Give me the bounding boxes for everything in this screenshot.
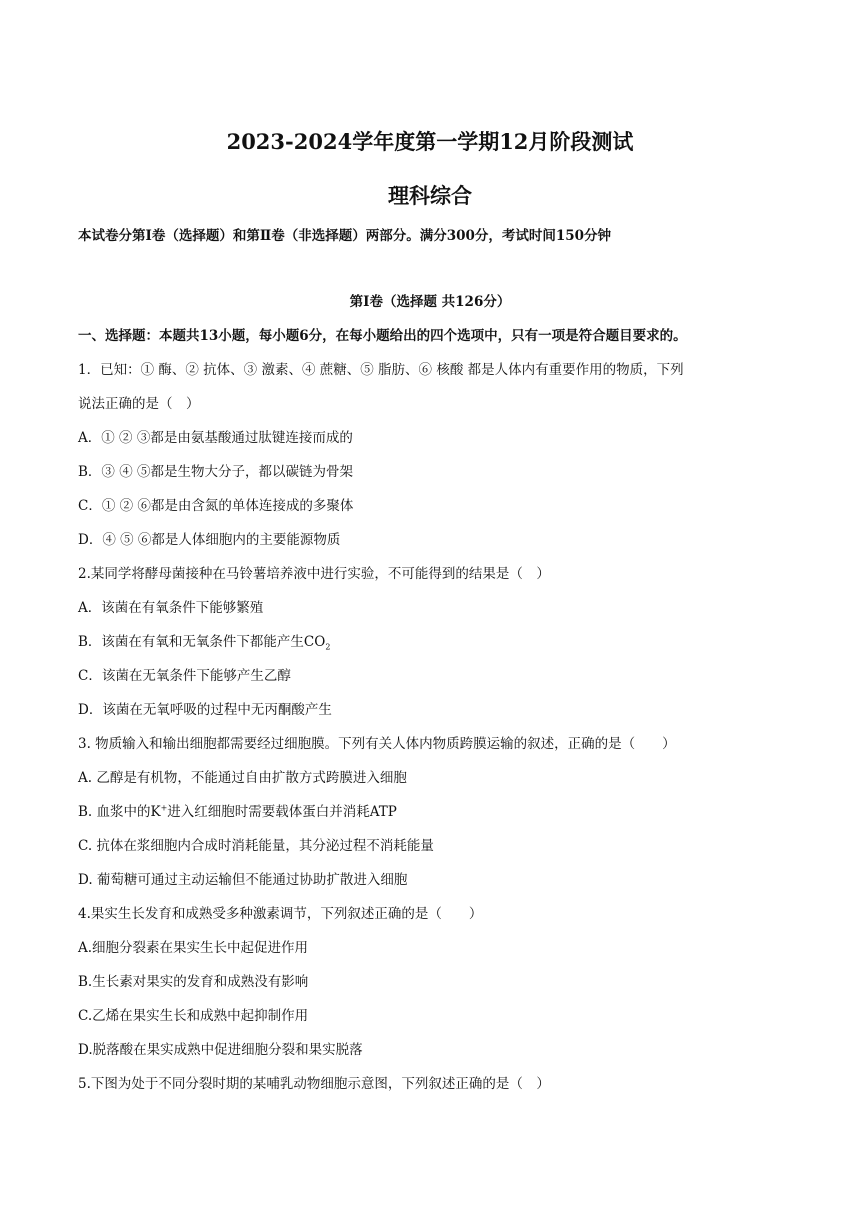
q1-option-a: A．① ② ③都是由氨基酸通过肽键连接而成的 bbox=[78, 430, 353, 446]
q2-option-c: C．该菌在无氧条件下能够产生乙醇 bbox=[78, 668, 291, 684]
q3-option-b-superscript: + bbox=[160, 803, 168, 813]
q3-option-c: C. 抗体在浆细胞内合成时消耗能量，其分泌过程不消耗能量 bbox=[78, 838, 434, 854]
exam-subtitle: 理科综合 bbox=[388, 183, 472, 208]
q2-option-b bbox=[78, 630, 330, 652]
q2-stem: 2.某同学将酵母菌接种在马铃薯培养液中进行实验，不可能得到的结果是（ ） bbox=[78, 566, 550, 582]
exam-instructions: 本试卷分第Ⅰ卷（选择题）和第Ⅱ卷（非选择题）两部分。满分300分，考试时间150分钟 bbox=[78, 228, 612, 244]
section-heading: 第Ⅰ卷（选择题 共126分） bbox=[349, 294, 511, 310]
q1-stem-line1: 1．已知：① 酶、② 抗体、③ 激素、④ 蔗糖、⑤ 脂肪、⑥ 核酸 都是人体内有重要作用的物质，下列 bbox=[78, 362, 684, 378]
q4-option-a: A.细胞分裂素在果实生长中起促进作用 bbox=[78, 940, 309, 956]
q1-option-d: D．④ ⑤ ⑥都是人体细胞内的主要能源物质 bbox=[78, 532, 341, 548]
q2-option-d: D．该菌在无氧呼吸的过程中无丙酮酸产生 bbox=[78, 702, 332, 718]
q4-option-b: B.生长素对果实的发育和成熟没有影响 bbox=[78, 974, 309, 990]
q3-option-b bbox=[78, 800, 397, 820]
q3-stem: 3. 物质输入和输出细胞都需要经过细胞膜。下列有关人体内物质跨膜运输的叙述，正确的是（ ） bbox=[78, 736, 676, 752]
q4-option-d: D.脱落酸在果实成熟中促进细胞分裂和果实脱落 bbox=[78, 1042, 363, 1058]
q4-option-c: C.乙烯在果实生长和成熟中起抑制作用 bbox=[78, 1008, 309, 1024]
q1-option-c: C．① ② ⑥都是由含氮的单体连接成的多聚体 bbox=[78, 498, 354, 514]
q2-option-b-text: B．该菌在有氧和无氧条件下都能产生CO bbox=[78, 634, 326, 650]
q1-stem-line2: 说法正确的是（ ） bbox=[78, 396, 200, 412]
q3-option-a: A. 乙醇是有机物，不能通过自由扩散方式跨膜进入细胞 bbox=[78, 770, 407, 786]
q3-option-d: D. 葡萄糖可通过主动运输但不能通过协助扩散进入细胞 bbox=[78, 872, 408, 888]
q2-option-b-subscript: 2 bbox=[325, 642, 331, 652]
part-heading: 一、选择题：本题共13小题，每小题6分，在每小题给出的四个选项中，只有一项是符合题目要求的。 bbox=[78, 328, 687, 344]
exam-title: 2023-2024学年度第一学期12月阶段测试 bbox=[226, 129, 634, 154]
q2-option-a: A．该菌在有氧条件下能够繁殖 bbox=[78, 600, 264, 616]
q3-option-b-post: 进入红细胞时需要载体蛋白并消耗ATP bbox=[167, 804, 397, 820]
q3-option-b-pre: B. 血浆中的K bbox=[78, 804, 161, 820]
q5-stem: 5.下图为处于不同分裂时期的某哺乳动物细胞示意图，下列叙述正确的是（ ） bbox=[78, 1076, 550, 1092]
q4-stem: 4.果实生长发育和成熟受多种激素调节，下列叙述正确的是（ ） bbox=[78, 906, 483, 922]
q1-option-b: B．③ ④ ⑤都是生物大分子，都以碳链为骨架 bbox=[78, 464, 354, 480]
